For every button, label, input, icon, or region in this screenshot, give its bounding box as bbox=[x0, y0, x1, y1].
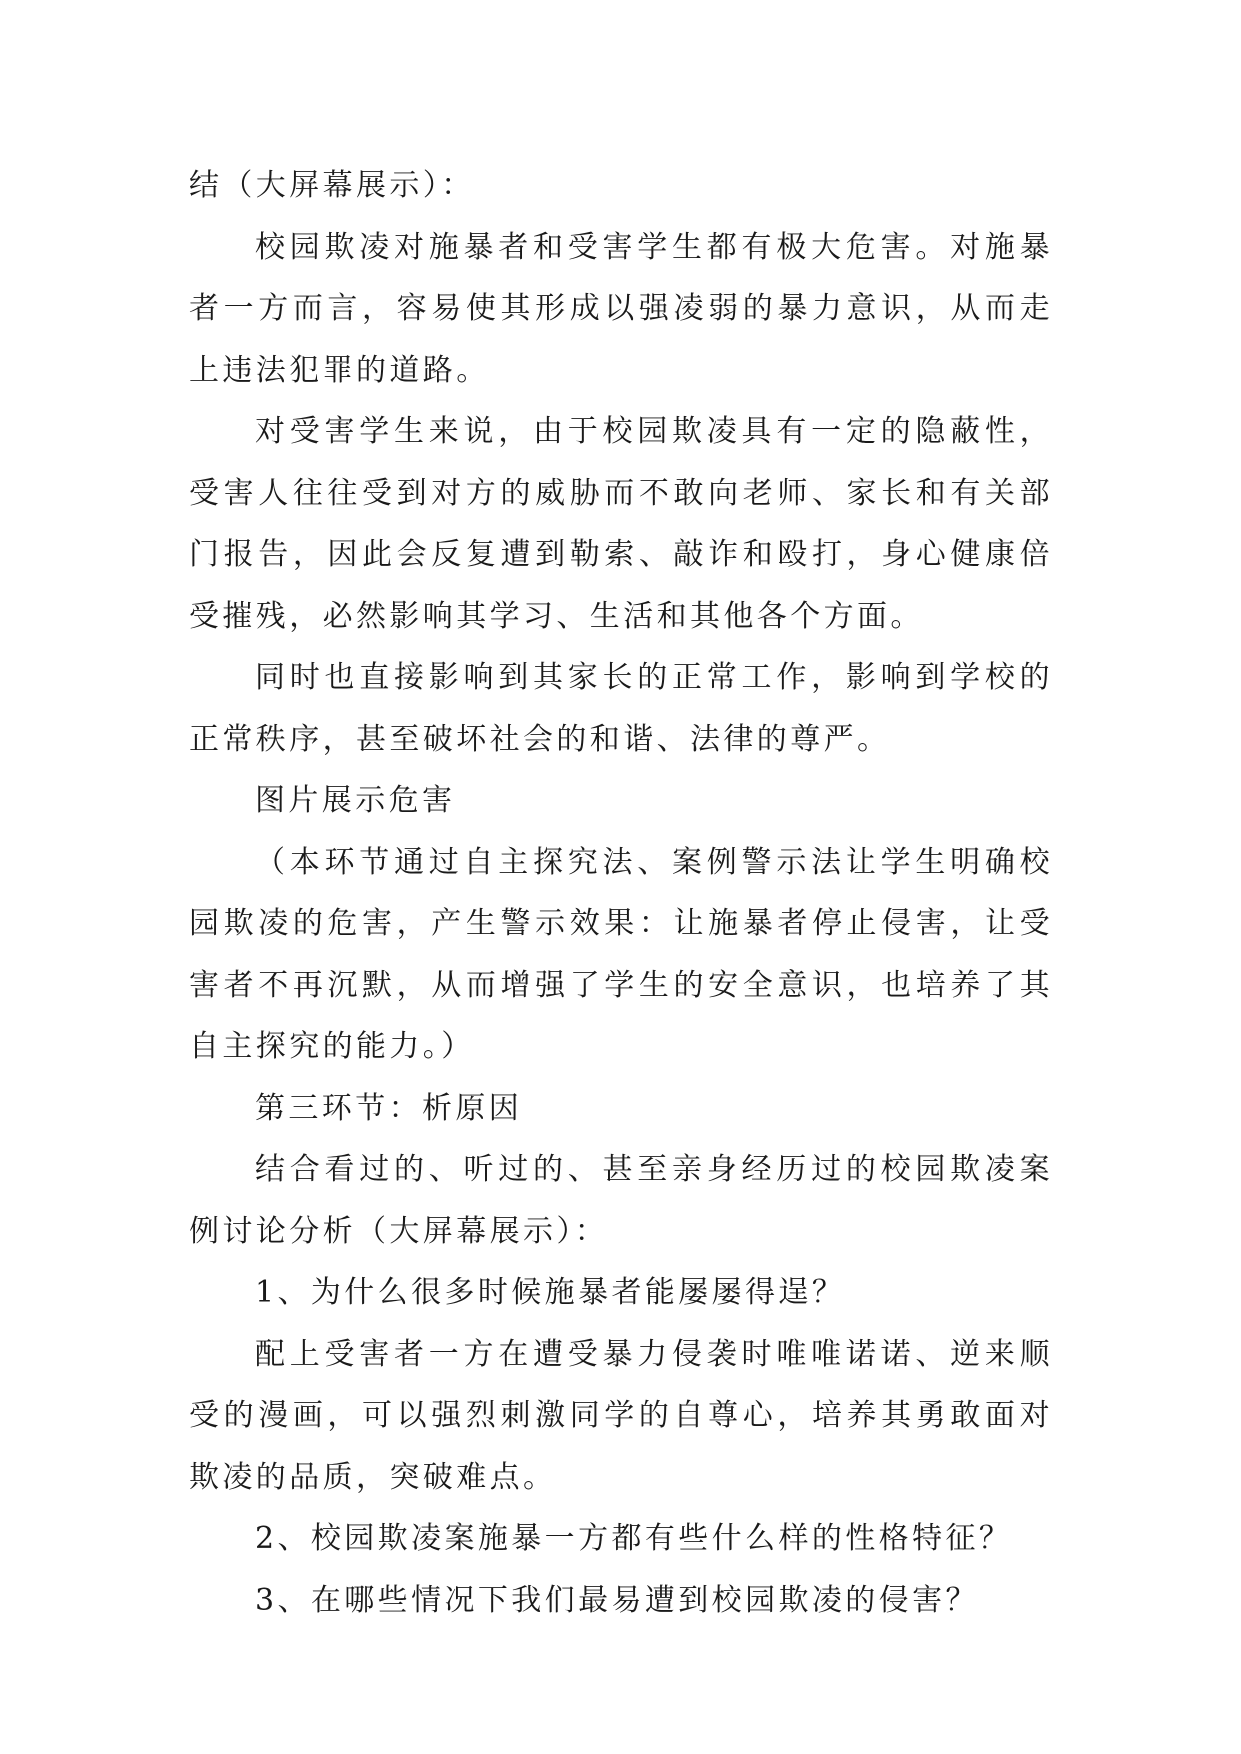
document-body bbox=[189, 155, 1053, 1631]
paragraph-question-2: 2、校园欺凌案施暴一方都有些什么样的性格特征？ bbox=[255, 1521, 1013, 1556]
paragraph-summary-heading: 结（大屏幕展示）： bbox=[189, 168, 475, 203]
paragraph-harm-to-perpetrator: 校园欺凌对施暴者和受害学生都有极大危害。对施暴者一方而言，容易使其形成以强凌弱的暴力意识，从而走上违法犯罪的道路。 bbox=[189, 229, 1053, 388]
paragraph-section-three-heading: 第三环节：析原因 bbox=[255, 1090, 523, 1126]
paragraph-harm-to-victim: 对受害学生来说，由于校园欺凌具有一定的隐蔽性，受害人往往受到对方的威胁而不敢向老师、家长和有关部门报告，因此会反复遭到勒索、敲诈和殴打，身心健康倍受摧残，必然影响其学习、生活和其他各个方面。 bbox=[189, 414, 1053, 634]
paragraph-question-1: 1、为什么很多时候施暴者能屡屡得逞？ bbox=[255, 1275, 846, 1310]
paragraph-harm-to-society: 同时也直接影响到其家长的正常工作，影响到学校的正常秩序，甚至破坏社会的和谐、法律的尊严。 bbox=[189, 660, 1053, 757]
paragraph-question-3: 3、在哪些情况下我们最易遭到校园欺凌的侵害？ bbox=[255, 1582, 979, 1618]
paragraph-picture-display: 图片展示危害 bbox=[255, 783, 456, 818]
paragraph-section-note: （本环节通过自主探究法、案例警示法让学生明确校园欺凌的危害，产生警示效果：让施暴者停止侵害，让受害者不再沉默，从而增强了学生的安全意识，也培养了其自主探究的能力。） bbox=[189, 844, 1053, 1064]
paragraph-question-1-explanation: 配上受害者一方在遭受暴力侵袭时唯唯诺诺、逆来顺受的漫画，可以强烈刺激同学的自尊心，培养其勇敢面对欺凌的品质，突破难点。 bbox=[189, 1336, 1053, 1495]
paragraph-discussion-intro: 结合看过的、听过的、甚至亲身经历过的校园欺凌案例讨论分析（大屏幕展示）： bbox=[189, 1152, 1053, 1249]
